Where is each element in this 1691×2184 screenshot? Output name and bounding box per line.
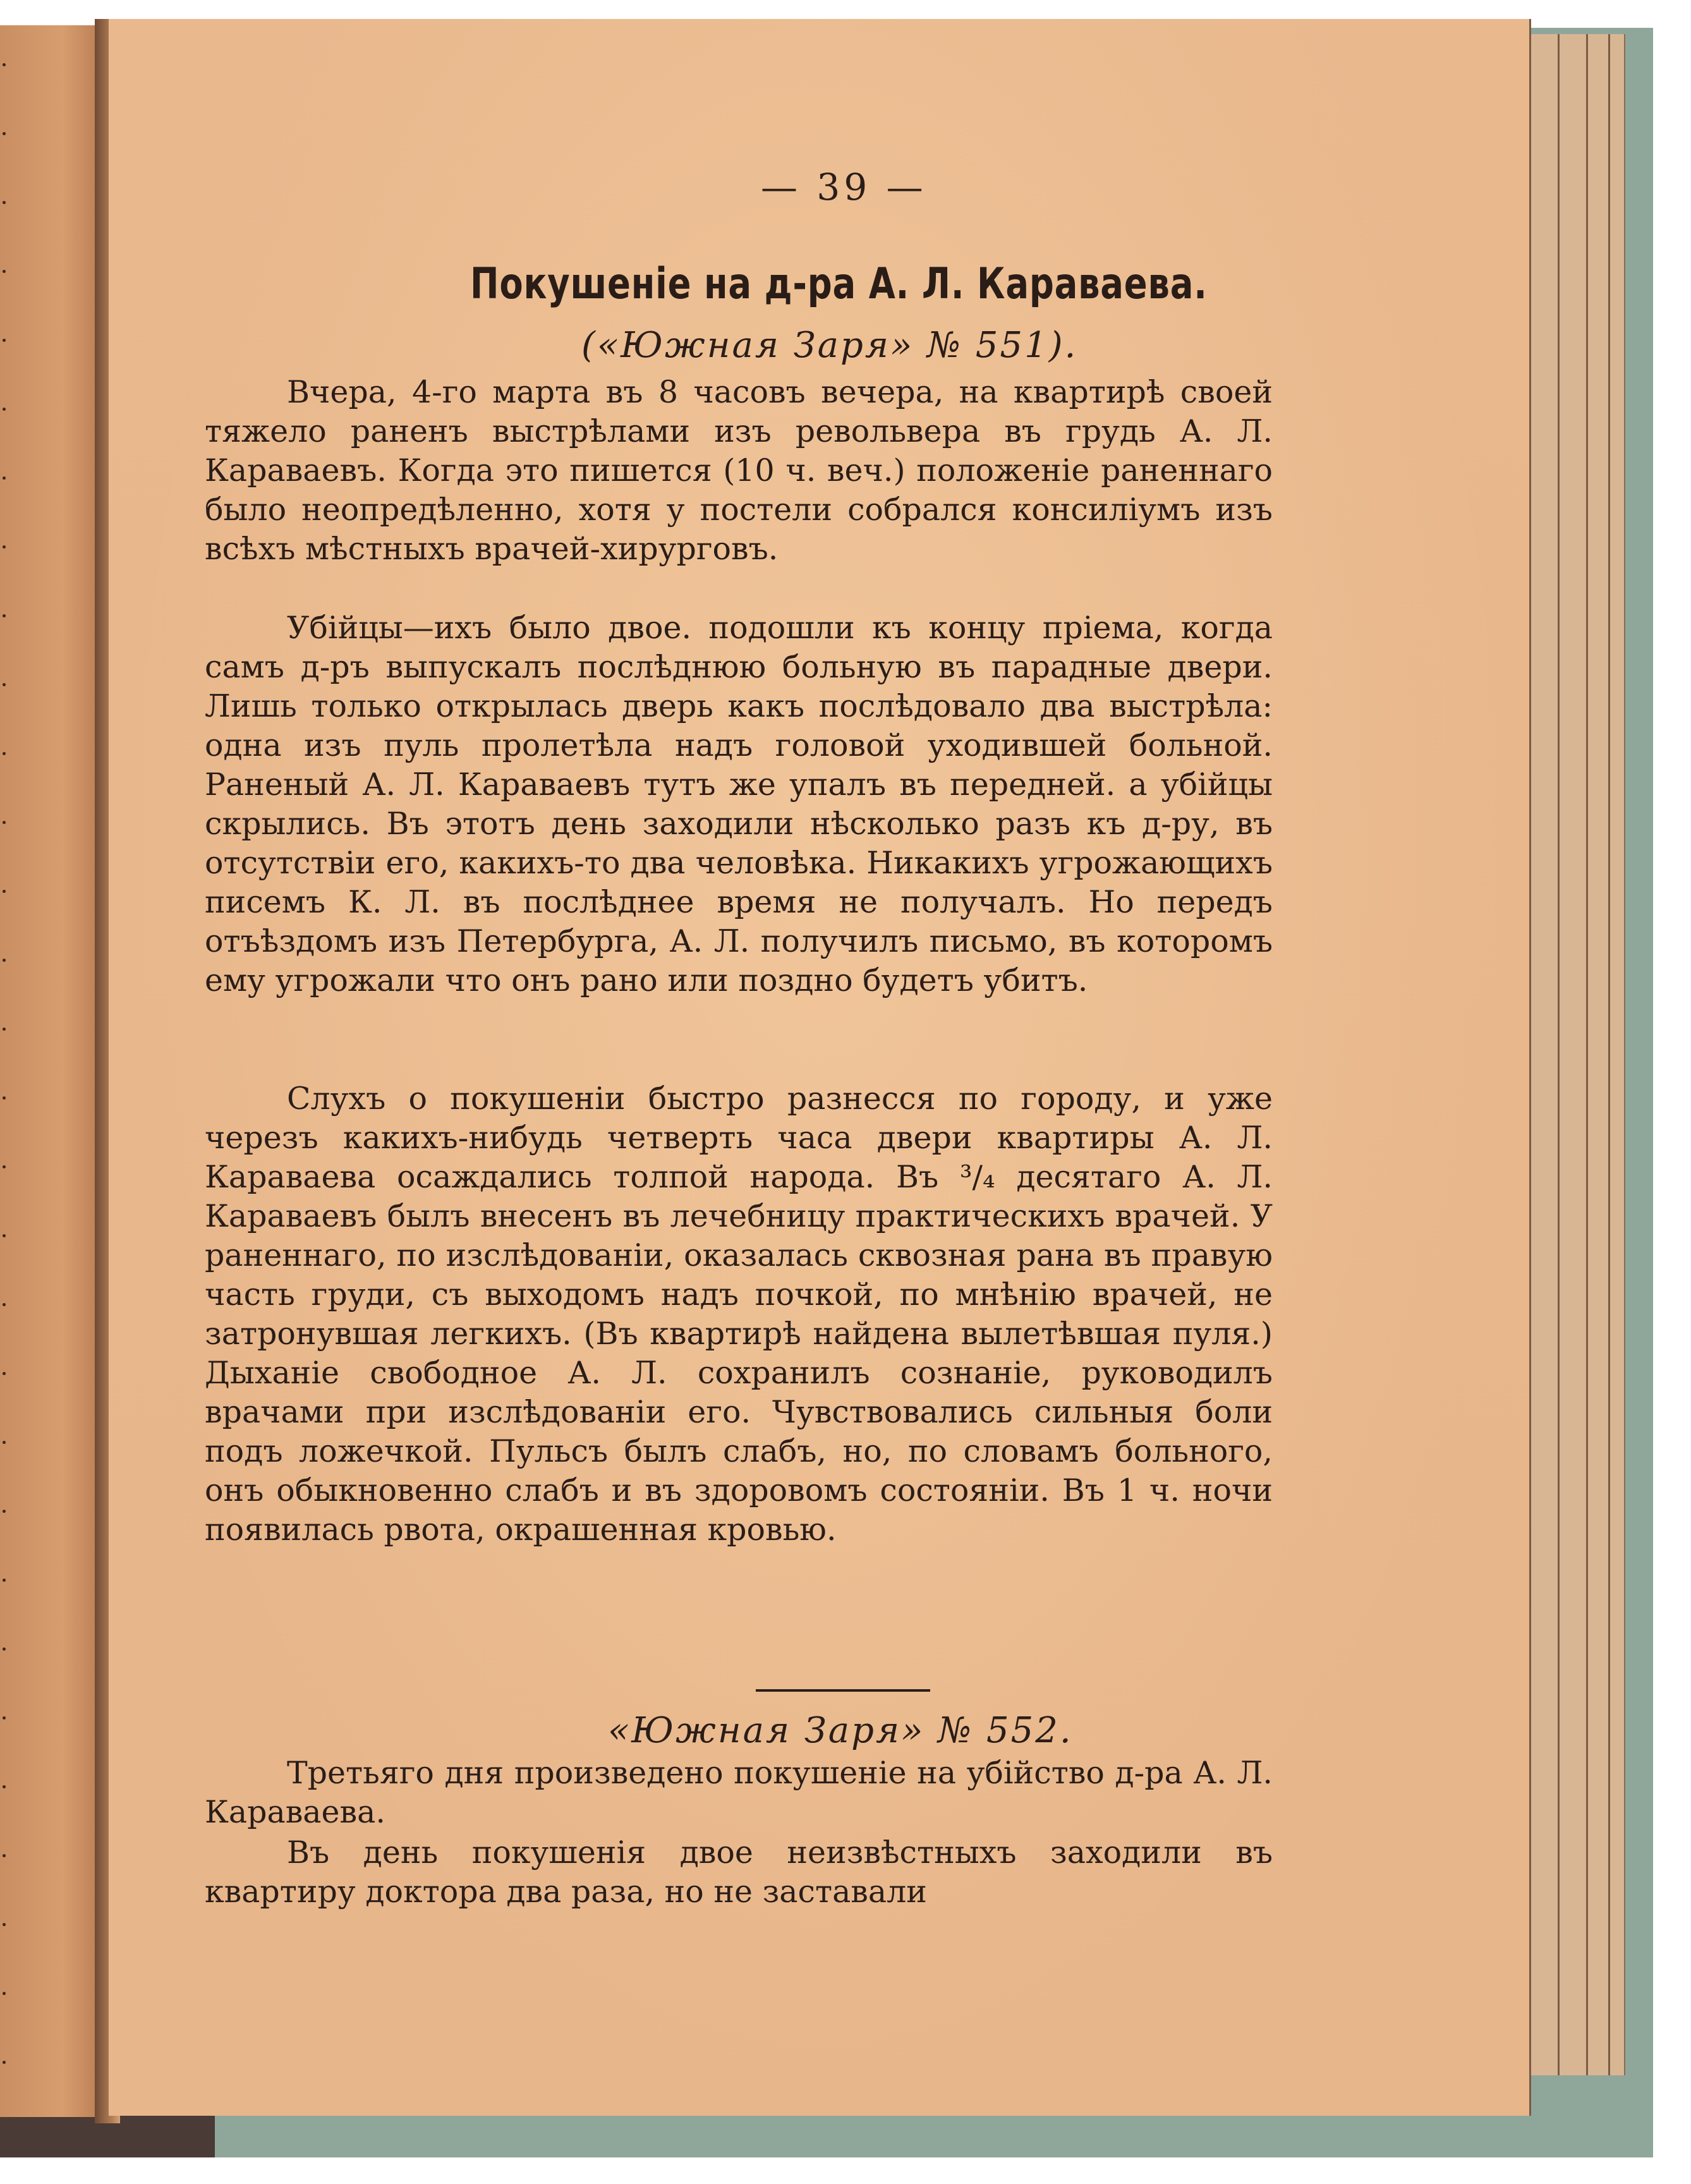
paragraph-3: Слухъ о покушеніи быстро разнесся по городу, и уже черезъ какихъ-нибудь четверть часа двери квартиры А. Л. Караваева осаждались толпой народа. Въ ³/₄ десятаго А. Л. Караваевъ былъ внесенъ въ лечебницу практическихъ врачей. У раненнаго, по изслѣдованіи, оказалась сквозная рана въ правую часть груди, съ выходомъ надъ почкой, по мнѣнію врачей, не затронувшая легкихъ. (Въ квартирѣ найдена вылетѣвшая пуля.) Дыханіе свободное А. Л. сохранилъ сознаніе, руководилъ врачами при изслѣдованіи его. Чувствовались сильныя боли подъ ложечкой. Пульсъ былъ слабъ, но, по словамъ больного, онъ обыкновенно слабъ и въ здоровомъ состояніи. Въ 1 ч. ночи появилась рвота, окрашенная кровью. [205, 1081, 1273, 1548]
paragraph-4: Третьяго дня произведено покушеніе на убійство д-ра А. Л. Караваева. [205, 1755, 1273, 1830]
section-divider [756, 1689, 930, 1692]
paragraph-1: Вчера, 4-го марта въ 8 часовъ вечера, на квартирѣ своей тяжело раненъ выстрѣлами изъ револьвера въ грудь А. Л. Караваевъ. Когда это пишется (10 ч. веч.) положеніе раненнаго было неопредѣленно, хотя у постели собрался консиліумъ изъ всѣхъ мѣстныхъ врачей-хирурговъ. [205, 374, 1273, 567]
left-page-text-marks [3, 63, 9, 2085]
book-page [109, 19, 1531, 2116]
left-page-edge [0, 25, 104, 2117]
article-title: Покушеніе на д-ра А. Л. Караваева. [470, 259, 1208, 309]
paragraph-5: Въ день покушенія двое неизвѣстныхъ заходили въ квартиру доктора два раза, но не заставали [205, 1835, 1273, 1910]
source-citation-2: «Южная Заря» № 552. [608, 1710, 1073, 1751]
paragraph-2: Убійцы—ихъ было двое. подошли къ концу пріема, когда самъ д-ръ выпускалъ послѣднюю больную въ парадные двери. Лишь только открылась дверь какъ послѣдовало два выстрѣла: одна изъ пуль пролетѣла надъ головой уходившей больной. Раненый А. Л. Караваевъ тутъ же упалъ въ передней. а убійцы скрылись. Въ этотъ день заходили нѣсколько разъ къ д-ру, въ отсутствіи его, какихъ-то два человѣка. Никакихъ угрожающихъ писемъ К. Л. въ послѣднее время не получалъ. Но передъ отъѣздомъ изъ Петербурга, А. Л. получилъ письмо, въ которомъ ему угрожали что онъ рано или поздно будетъ убитъ. [205, 610, 1273, 998]
source-citation-1: («Южная Заря» № 551). [581, 325, 1078, 366]
page-number: — 39 — [761, 166, 927, 209]
